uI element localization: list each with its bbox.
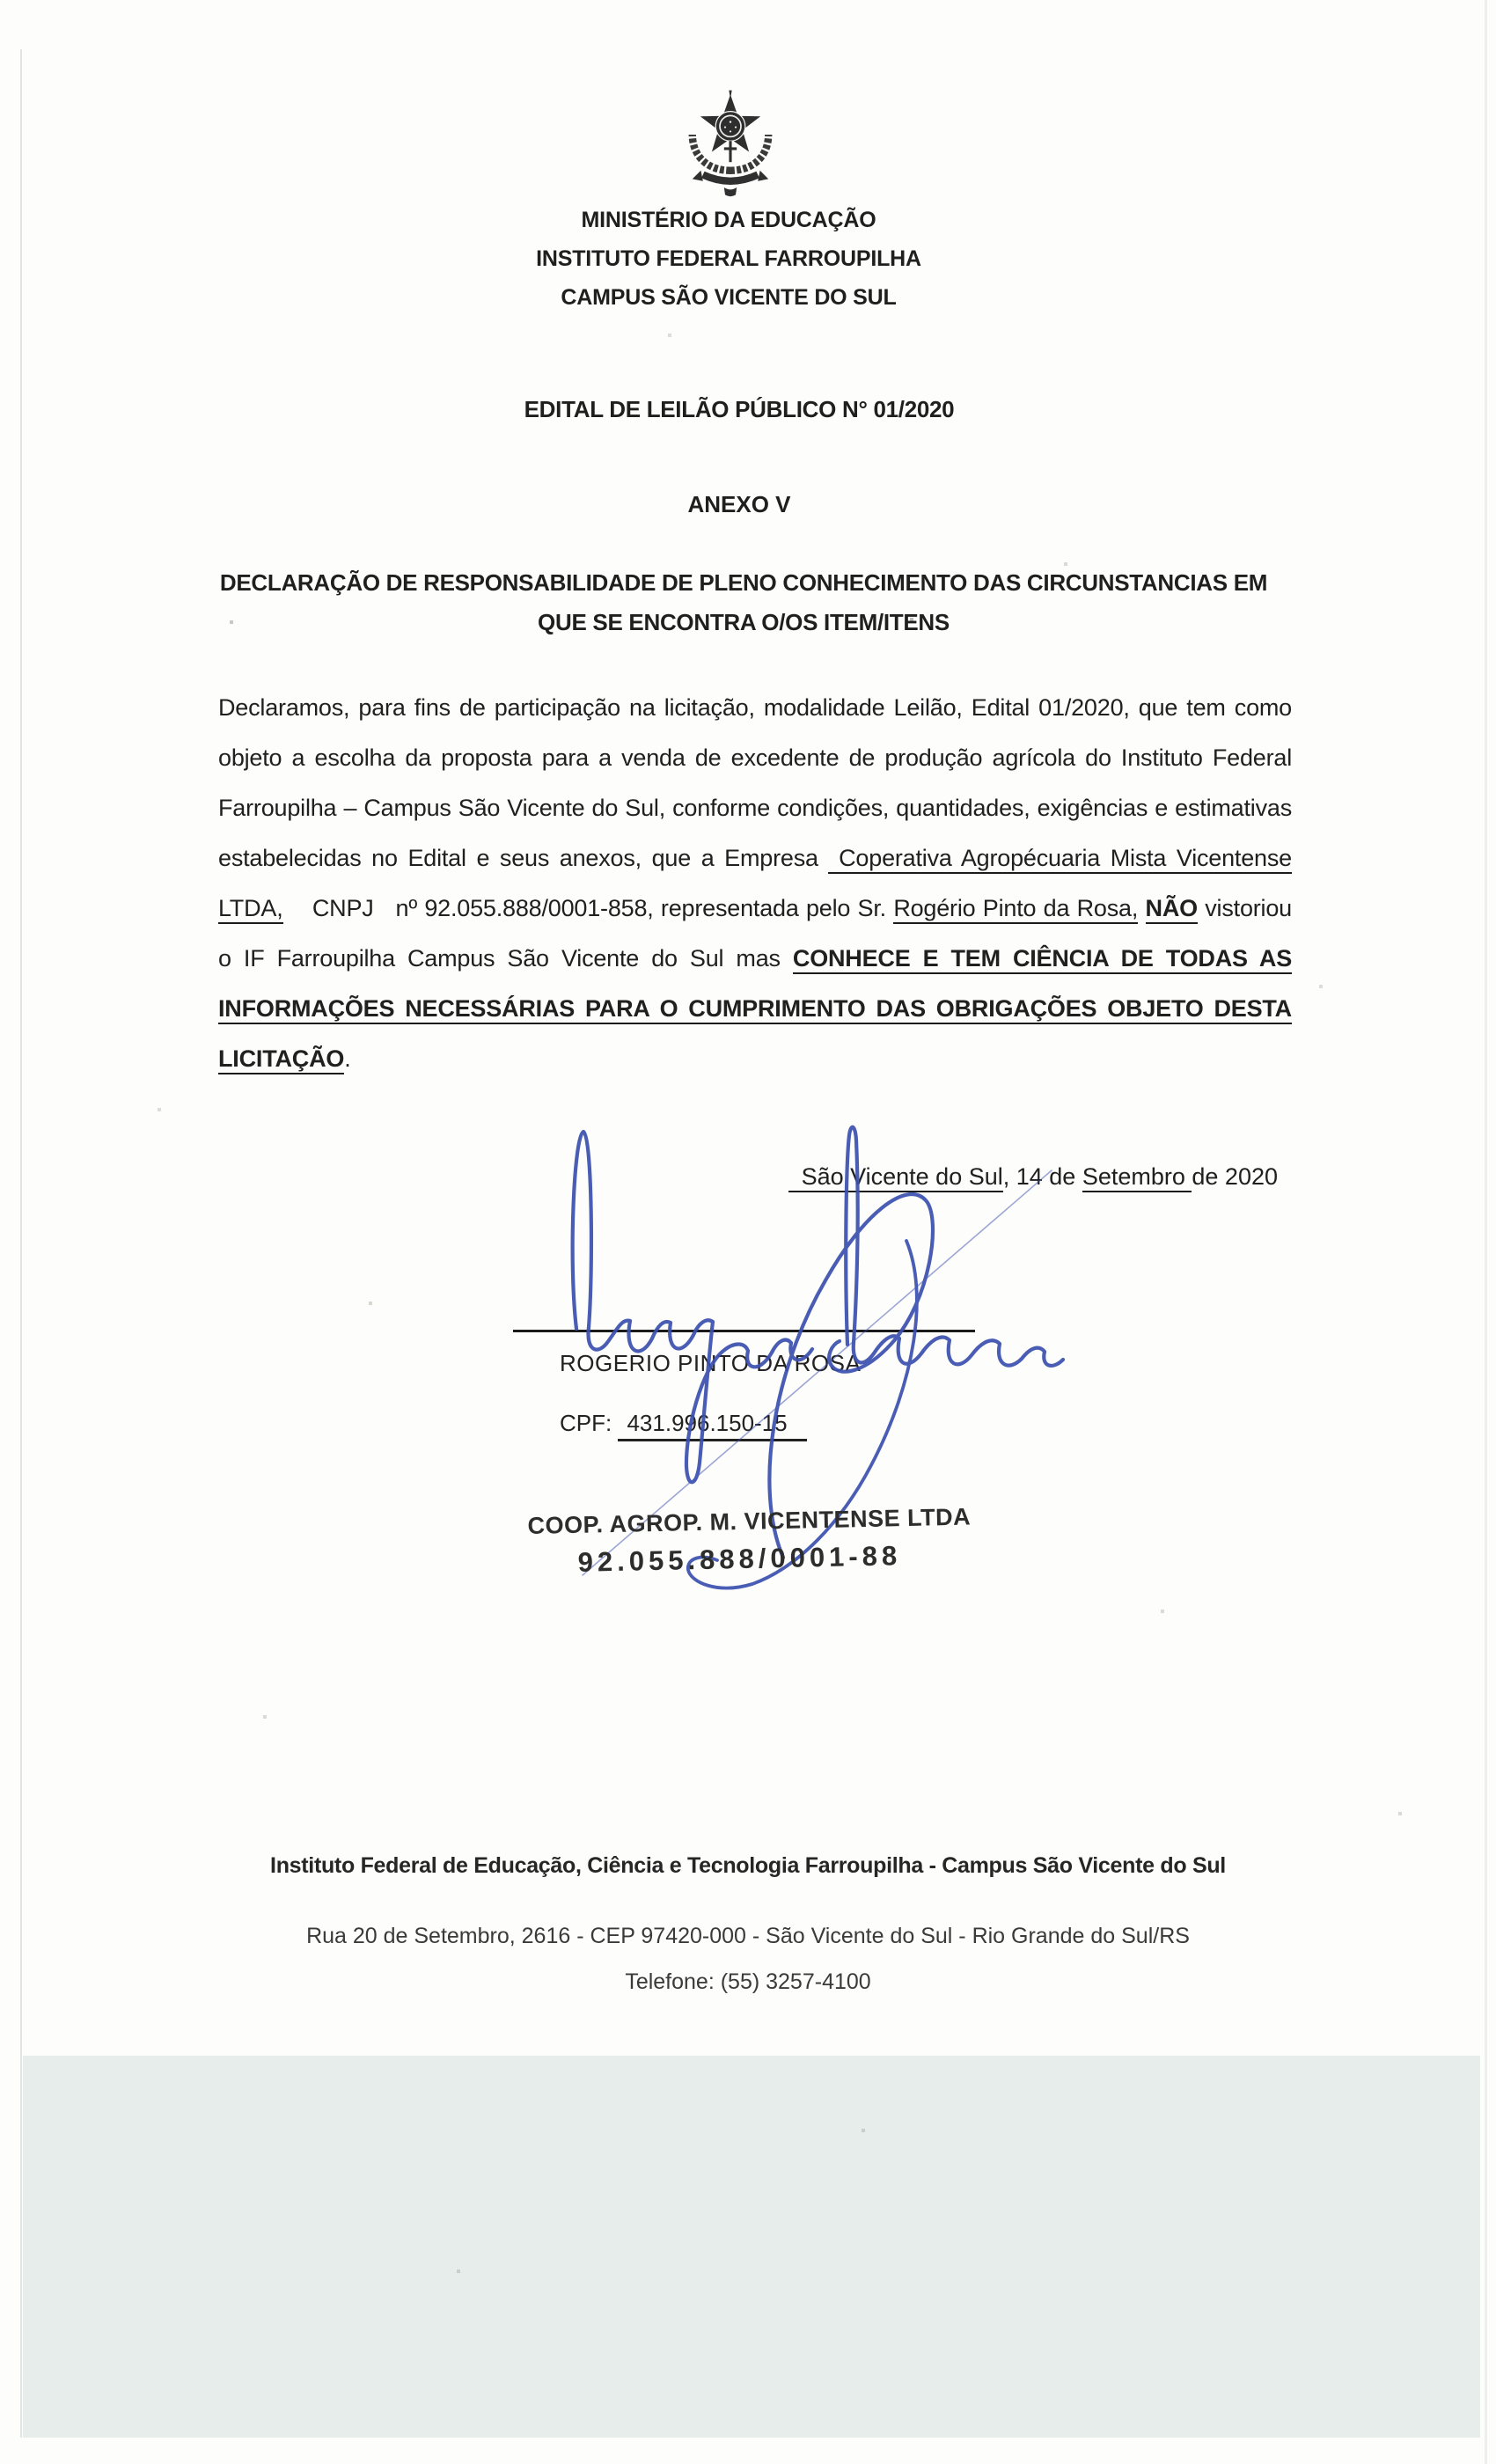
header-line-campus: CAMPUS SÃO VICENTE DO SUL [561, 285, 897, 310]
page-edge-line-right [1485, 0, 1487, 2464]
cpf-value: 431.996.150-15 [618, 1410, 806, 1441]
paragraph-segment: Coperativa Agropécuaria Mista Vicentense LTDA, [218, 845, 1292, 924]
paragraph-segment: vistoriou o IF Farroupilha Campus São Vicente do Sul mas [218, 895, 1292, 972]
declaration-title-line1: DECLARAÇÃO DE RESPONSABILIDADE DE PLENO CONHECIMENTO DAS CIRCUNSTANCIAS EM [219, 569, 1268, 596]
paragraph-segment: , 14 de [1002, 1163, 1082, 1190]
paper-specks [0, 0, 2, 2]
paragraph-segment: Rogério Pinto da Rosa, [893, 895, 1138, 924]
header-line-institute: INSTITUTO FEDERAL FARROUPILHA [536, 246, 921, 271]
footer-phone: Telefone: (55) 3257-4100 [625, 1969, 871, 1994]
declaration-title-line2: QUE SE ENCONTRA O/OS ITEM/ITENS [538, 609, 950, 635]
paragraph-segment: São Vicente do Sul [788, 1163, 1003, 1192]
signer-name: ROGERIO PINTO DA ROSA [560, 1350, 862, 1376]
edital-title: EDITAL DE LEILÃO PÚBLICO N° 01/2020 [524, 396, 955, 422]
scanner-background-band [23, 2056, 1480, 2438]
declaration-title [0, 563, 1487, 642]
annex-title: ANEXO V [687, 491, 791, 517]
brazil-coat-of-arms-emblem [678, 88, 783, 202]
paragraph-segment: CNPJ nº 92.055.888/0001-858, representada pelo Sr. [282, 895, 894, 921]
paragraph-segment: NÃO [1146, 895, 1198, 924]
paragraph-segment: Setembro [1082, 1163, 1192, 1192]
paragraph-segment: . [344, 1045, 351, 1072]
footer-institution: Instituto Federal de Educação, Ciência e Tecnologia Farroupilha - Campus São Vicente do Sul [270, 1853, 1226, 1878]
paragraph-segment [1138, 895, 1145, 921]
paragraph-segment: CONHECE E TEM CIÊNCIA DE TODAS AS INFORMAÇÕES NECESSÁRIAS PARA O CUMPRIMENTO DAS OBRIGAÇÕES OBJETO DESTA LICITAÇÃO [218, 945, 1292, 1074]
header-line-ministry: MINISTÉRIO DA EDUCAÇÃO [581, 208, 876, 232]
stamp-cnpj: 92.055.888/0001-88 [577, 1540, 902, 1578]
paragraph-segment: Declaramos, para fins de participação na licitação, modalidade Leilão, Edital 01/2020, que tem como objeto a escolha da proposta para a venda de excedente de produção agrícola do Instituto Federal Farroupilha – Campus São Vicente do Sul, conforme condições, quantidades, exigências e estimativas estabelecidas no Edital e seus anexos, que a Empresa [218, 694, 1292, 871]
header-org-block [0, 201, 1457, 317]
declaration-body-paragraph [218, 683, 1292, 1084]
stamp-company-name: COOP. AGROP. M. VICENTENSE LTDA [527, 1503, 972, 1540]
paragraph-segment: de 2020 [1192, 1163, 1278, 1190]
footer-address: Rua 20 de Setembro, 2616 - CEP 97420-000 - São Vicente do Sul - Rio Grande do Sul/RS [306, 1924, 1190, 1948]
company-stamp [527, 1503, 972, 1580]
cpf-label: CPF: [560, 1410, 612, 1436]
